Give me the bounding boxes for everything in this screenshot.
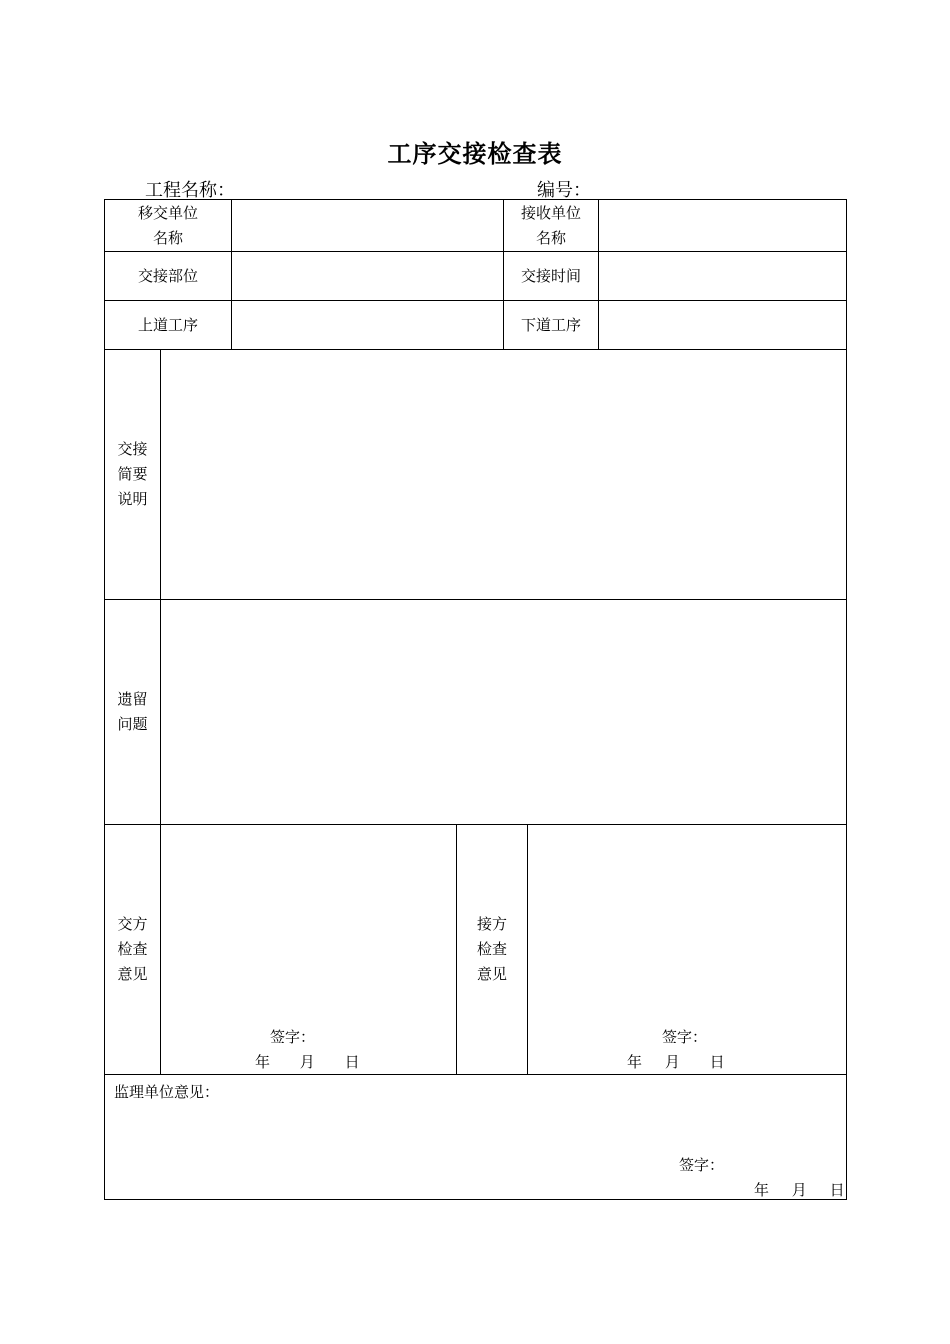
supervision-date-year: 年 (754, 1181, 770, 1199)
summary-label (105, 350, 161, 600)
table-row (105, 825, 847, 1075)
table-row (105, 1075, 847, 1200)
prev-process-field[interactable] (232, 301, 504, 350)
receive-opinion-label-line2: 检查 (477, 940, 508, 958)
receive-unit-label-line2: 名称 (536, 228, 567, 247)
summary-field[interactable] (161, 350, 847, 600)
receive-unit-field[interactable] (599, 200, 847, 252)
next-process-label: 下道工序 (504, 301, 599, 350)
transfer-unit-label (105, 200, 232, 252)
supervision-opinion-field[interactable] (105, 1075, 847, 1200)
summary-label-line3: 说明 (117, 490, 148, 508)
next-process-field[interactable] (599, 301, 847, 350)
issues-label-line2: 问题 (117, 715, 148, 733)
transfer-date-month: 月 (299, 1053, 315, 1071)
transfer-date-day: 日 (344, 1053, 360, 1071)
receive-unit-label-line1: 接收单位 (521, 203, 582, 222)
handover-part-field[interactable] (232, 252, 504, 301)
receive-sign-label: 签字： (662, 1028, 708, 1046)
receive-unit-label (504, 200, 599, 252)
table-row (105, 252, 847, 301)
transfer-opinion-label-line3: 意见 (117, 965, 148, 983)
transfer-unit-label-line2: 名称 (153, 228, 184, 247)
summary-label-line2: 简要 (117, 465, 148, 483)
receive-opinion-field[interactable] (528, 825, 847, 1075)
transfer-date-year: 年 (255, 1053, 271, 1071)
receive-opinion-label-line1: 接方 (477, 915, 508, 933)
receive-opinion-label-line3: 意见 (477, 965, 508, 983)
receive-date (627, 1051, 725, 1072)
page-title: 工序交接检查表 (387, 139, 563, 168)
transfer-opinion-label (105, 825, 161, 1075)
supervision-date (754, 1179, 845, 1200)
supervision-date-day: 日 (829, 1181, 845, 1199)
issues-label-line1: 遗留 (117, 690, 148, 708)
handover-form-table (104, 199, 847, 1200)
issues-label (105, 600, 161, 825)
table-row (105, 600, 847, 825)
receive-date-day: 日 (709, 1053, 725, 1071)
receive-opinion-label (457, 825, 528, 1075)
handover-time-label: 交接时间 (504, 252, 599, 301)
handover-part-label: 交接部位 (105, 252, 232, 301)
transfer-unit-label-line1: 移交单位 (138, 203, 199, 222)
receive-date-year: 年 (627, 1053, 643, 1071)
issues-field[interactable] (161, 600, 847, 825)
transfer-date (255, 1051, 360, 1072)
transfer-opinion-label-line2: 检查 (117, 940, 148, 958)
prev-process-label: 上道工序 (105, 301, 232, 350)
supervision-date-month: 月 (791, 1181, 807, 1199)
transfer-opinion-field[interactable] (161, 825, 457, 1075)
handover-time-field[interactable] (599, 252, 847, 301)
transfer-unit-field[interactable] (232, 200, 504, 252)
number-label: 编号： (537, 180, 591, 201)
transfer-sign-label: 签字： (270, 1028, 316, 1046)
receive-date-month: 月 (664, 1053, 680, 1071)
transfer-opinion-label-line1: 交方 (117, 915, 148, 933)
supervision-sign-label: 签字： (679, 1156, 725, 1174)
project-name-label: 工程名称： (145, 180, 235, 201)
supervision-opinion-label: 监理单位意见： (114, 1083, 220, 1101)
table-row (105, 200, 847, 252)
table-row (105, 301, 847, 350)
table-row (105, 350, 847, 600)
summary-label-line1: 交接 (117, 440, 148, 458)
